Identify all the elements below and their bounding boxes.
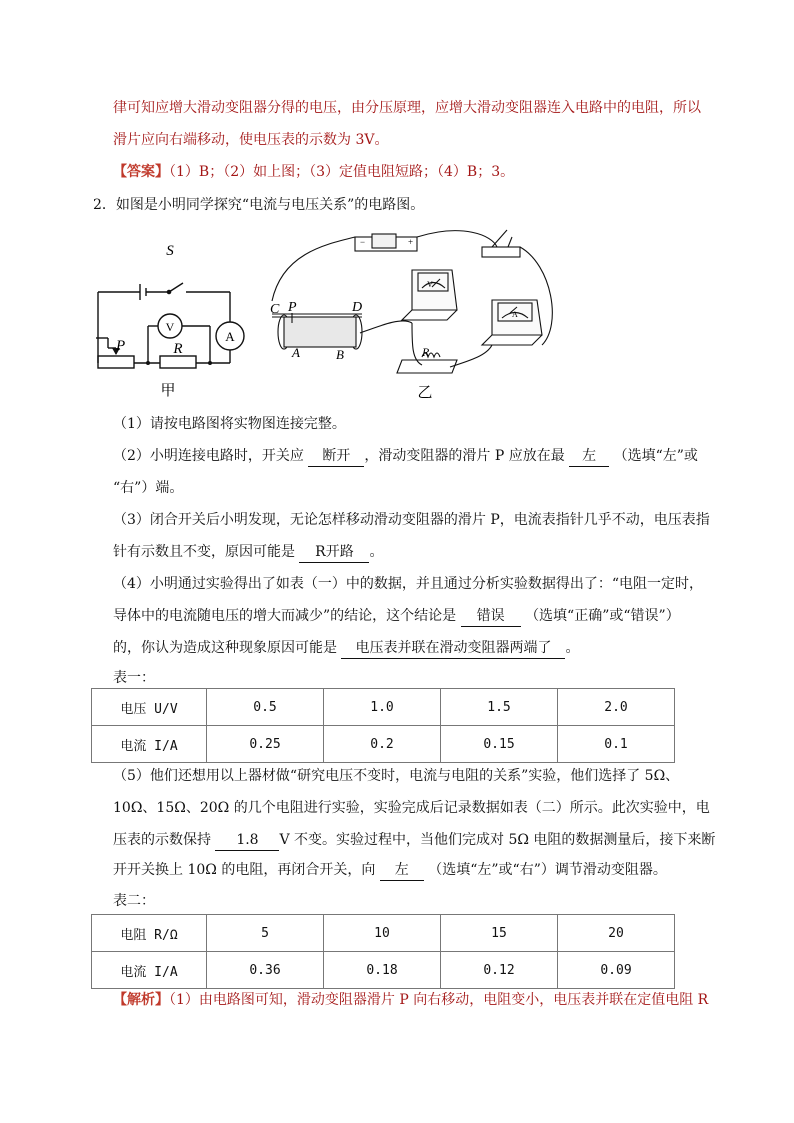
q2-part-5-text-d2: （选填“左”或“右”）调节滑动变阻器。 — [428, 862, 667, 878]
answer-blank-reason: 电压表并联在滑动变阻器两端了 — [341, 638, 565, 659]
table-2-title: 表二： — [113, 893, 155, 909]
table-cell: 15 — [441, 915, 558, 952]
table-2 — [91, 914, 675, 989]
q2-part-4-line-2 — [113, 606, 680, 627]
q2-part-1: （1）请按电路图将实物图连接完整。 — [113, 416, 346, 432]
label-S: S — [166, 243, 174, 259]
label-P-apparatus: P — [288, 300, 297, 315]
table-cell: 0.36 — [207, 952, 324, 989]
table-cell: 0.12 — [441, 952, 558, 989]
battery-minus: − — [360, 237, 366, 247]
q2-part-2-text-b: ，滑动变阻器的滑片 P 应放在最 — [364, 448, 565, 464]
table-cell: 5 — [207, 915, 324, 952]
answer-blank-voltage: 1.8 — [215, 830, 279, 851]
q2-part-5-line-2: 10Ω、15Ω、20Ω 的几个电阻进行实验，实验完成后记录数据如表（二）所示。此次实验中，电 — [113, 800, 710, 816]
analysis-line — [113, 990, 708, 1010]
table-cell: 10 — [324, 915, 441, 952]
apparatus-diagram-yi — [262, 225, 562, 405]
q2-part-2-line-2: “右”）端。 — [113, 480, 184, 496]
q2-part-5-line-4 — [113, 860, 667, 881]
q2-part-5-text-c2: V 不变。实验过程中，当他们完成对 5Ω 电阻的数据测量后，接下来断 — [279, 832, 716, 848]
q2-part-4-text-e: 。 — [565, 640, 580, 656]
q2-part-3-text-b: 针有示数且不变，原因可能是 — [113, 544, 295, 560]
table-cell: 电流 I/A — [92, 952, 207, 989]
table-row — [92, 915, 675, 952]
answer-blank-switch: 断开 — [308, 446, 364, 467]
battery-plus: + — [408, 237, 414, 247]
table-cell: 0.5 — [207, 689, 324, 726]
table-cell: 0.25 — [207, 726, 324, 763]
q2-part-4-text-d: 的，你认为造成这种现象原因可能是 — [113, 640, 337, 656]
q2-part-5-line-3 — [113, 830, 715, 851]
table-row — [92, 689, 675, 726]
table-cell: 1.0 — [324, 689, 441, 726]
label-R: R — [173, 341, 183, 357]
label-R-apparatus: R — [422, 345, 430, 359]
table-cell: 0.2 — [324, 726, 441, 763]
label-D: D — [352, 300, 363, 315]
q2-part-4-line-3 — [113, 638, 579, 659]
q2-part-2-text-a: （2）小明连接电路时，开关应 — [113, 448, 304, 464]
table-cell: 2.0 — [558, 689, 675, 726]
label-B: B — [336, 347, 344, 362]
answer-line — [113, 162, 514, 182]
q2-part-2-text-c: （选填“左”或 — [613, 448, 698, 464]
table-row — [92, 952, 675, 989]
q2-part-3-text-c: 。 — [369, 544, 384, 560]
q2-part-3-line-2 — [113, 542, 383, 563]
table-cell: 0.15 — [441, 726, 558, 763]
question-2-stem: 2．如图是小明同学探究“电流与电压关系”的电路图。 — [93, 197, 425, 213]
voltmeter-v-label: V — [427, 280, 433, 289]
answer-blank-cause: R开路 — [299, 542, 369, 563]
circuit-diagram-jia — [90, 238, 250, 403]
label-A: A — [225, 329, 235, 344]
prev-text-line-2: 滑片应向右端移动，使电压表的示数为 3V。 — [113, 132, 389, 148]
table-1-title: 表一： — [113, 670, 155, 686]
answer-blank-direction: 左 — [380, 860, 424, 881]
q2-part-5-text-c1: 压表的示数保持 — [113, 832, 211, 848]
table-cell: 电流 I/A — [92, 726, 207, 763]
q2-part-2-line-1 — [113, 446, 698, 467]
label-V: V — [165, 320, 175, 334]
label-yi: 乙 — [417, 385, 433, 401]
answer-tag: 【答案】 — [113, 164, 169, 180]
label-C: C — [270, 302, 280, 317]
table-cell: 1.5 — [441, 689, 558, 726]
analysis-text: （1）由电路图可知，滑动变阻器滑片 P 向右移动，电阻变小，电压表并联在定值电阻 R — [169, 992, 709, 1008]
q2-part-4-text-c: （选填“正确”或“错误”） — [525, 608, 680, 624]
table-cell: 0.09 — [558, 952, 675, 989]
answer-blank-conclusion: 错误 — [461, 606, 521, 627]
analysis-tag: 【解析】 — [113, 992, 169, 1008]
table-cell: 0.1 — [558, 726, 675, 763]
answer-blank-slider: 左 — [569, 446, 609, 467]
q2-part-3-line-1: （3）闭合开关后小明发现，无论怎样移动滑动变阻器的滑片 P，电流表指针几乎不动，电压表指 — [113, 512, 710, 528]
table-cell: 电压 U/V — [92, 689, 207, 726]
q2-part-5-text-d1: 开开关换上 10Ω 的电阻，再闭合开关，向 — [113, 862, 376, 878]
q2-part-4-line-1: （4）小明通过实验得出了如表（一）中的数据，并且通过分析实验数据得出了：“电阻一定时， — [113, 576, 704, 592]
q2-part-5-line-1: （5）他们还想用以上器材做“研究电压不变时，电流与电阻的关系”实验，他们选择了 5Ω、 — [113, 768, 680, 784]
label-jia: 甲 — [160, 383, 176, 399]
ammeter-a-label: A — [512, 310, 518, 319]
table-cell: 20 — [558, 915, 675, 952]
q2-part-4-text-b: 导体中的电流随电压的增大而减少”的结论，这个结论是 — [113, 608, 457, 624]
answer-text: （1）B；（2）如上图；（3）定值电阻短路；（4）B；3。 — [169, 164, 515, 180]
label-P: P — [116, 338, 126, 354]
table-cell: 0.18 — [324, 952, 441, 989]
label-A-apparatus: A — [292, 345, 300, 360]
prev-text-line-1: 律可知应增大滑动变阻器分得的电压，由分压原理，应增大滑动变阻器连入电路中的电阻，所以 — [113, 100, 701, 116]
table-row — [92, 726, 675, 763]
table-1 — [91, 688, 675, 763]
table-cell: 电阻 R/Ω — [92, 915, 207, 952]
